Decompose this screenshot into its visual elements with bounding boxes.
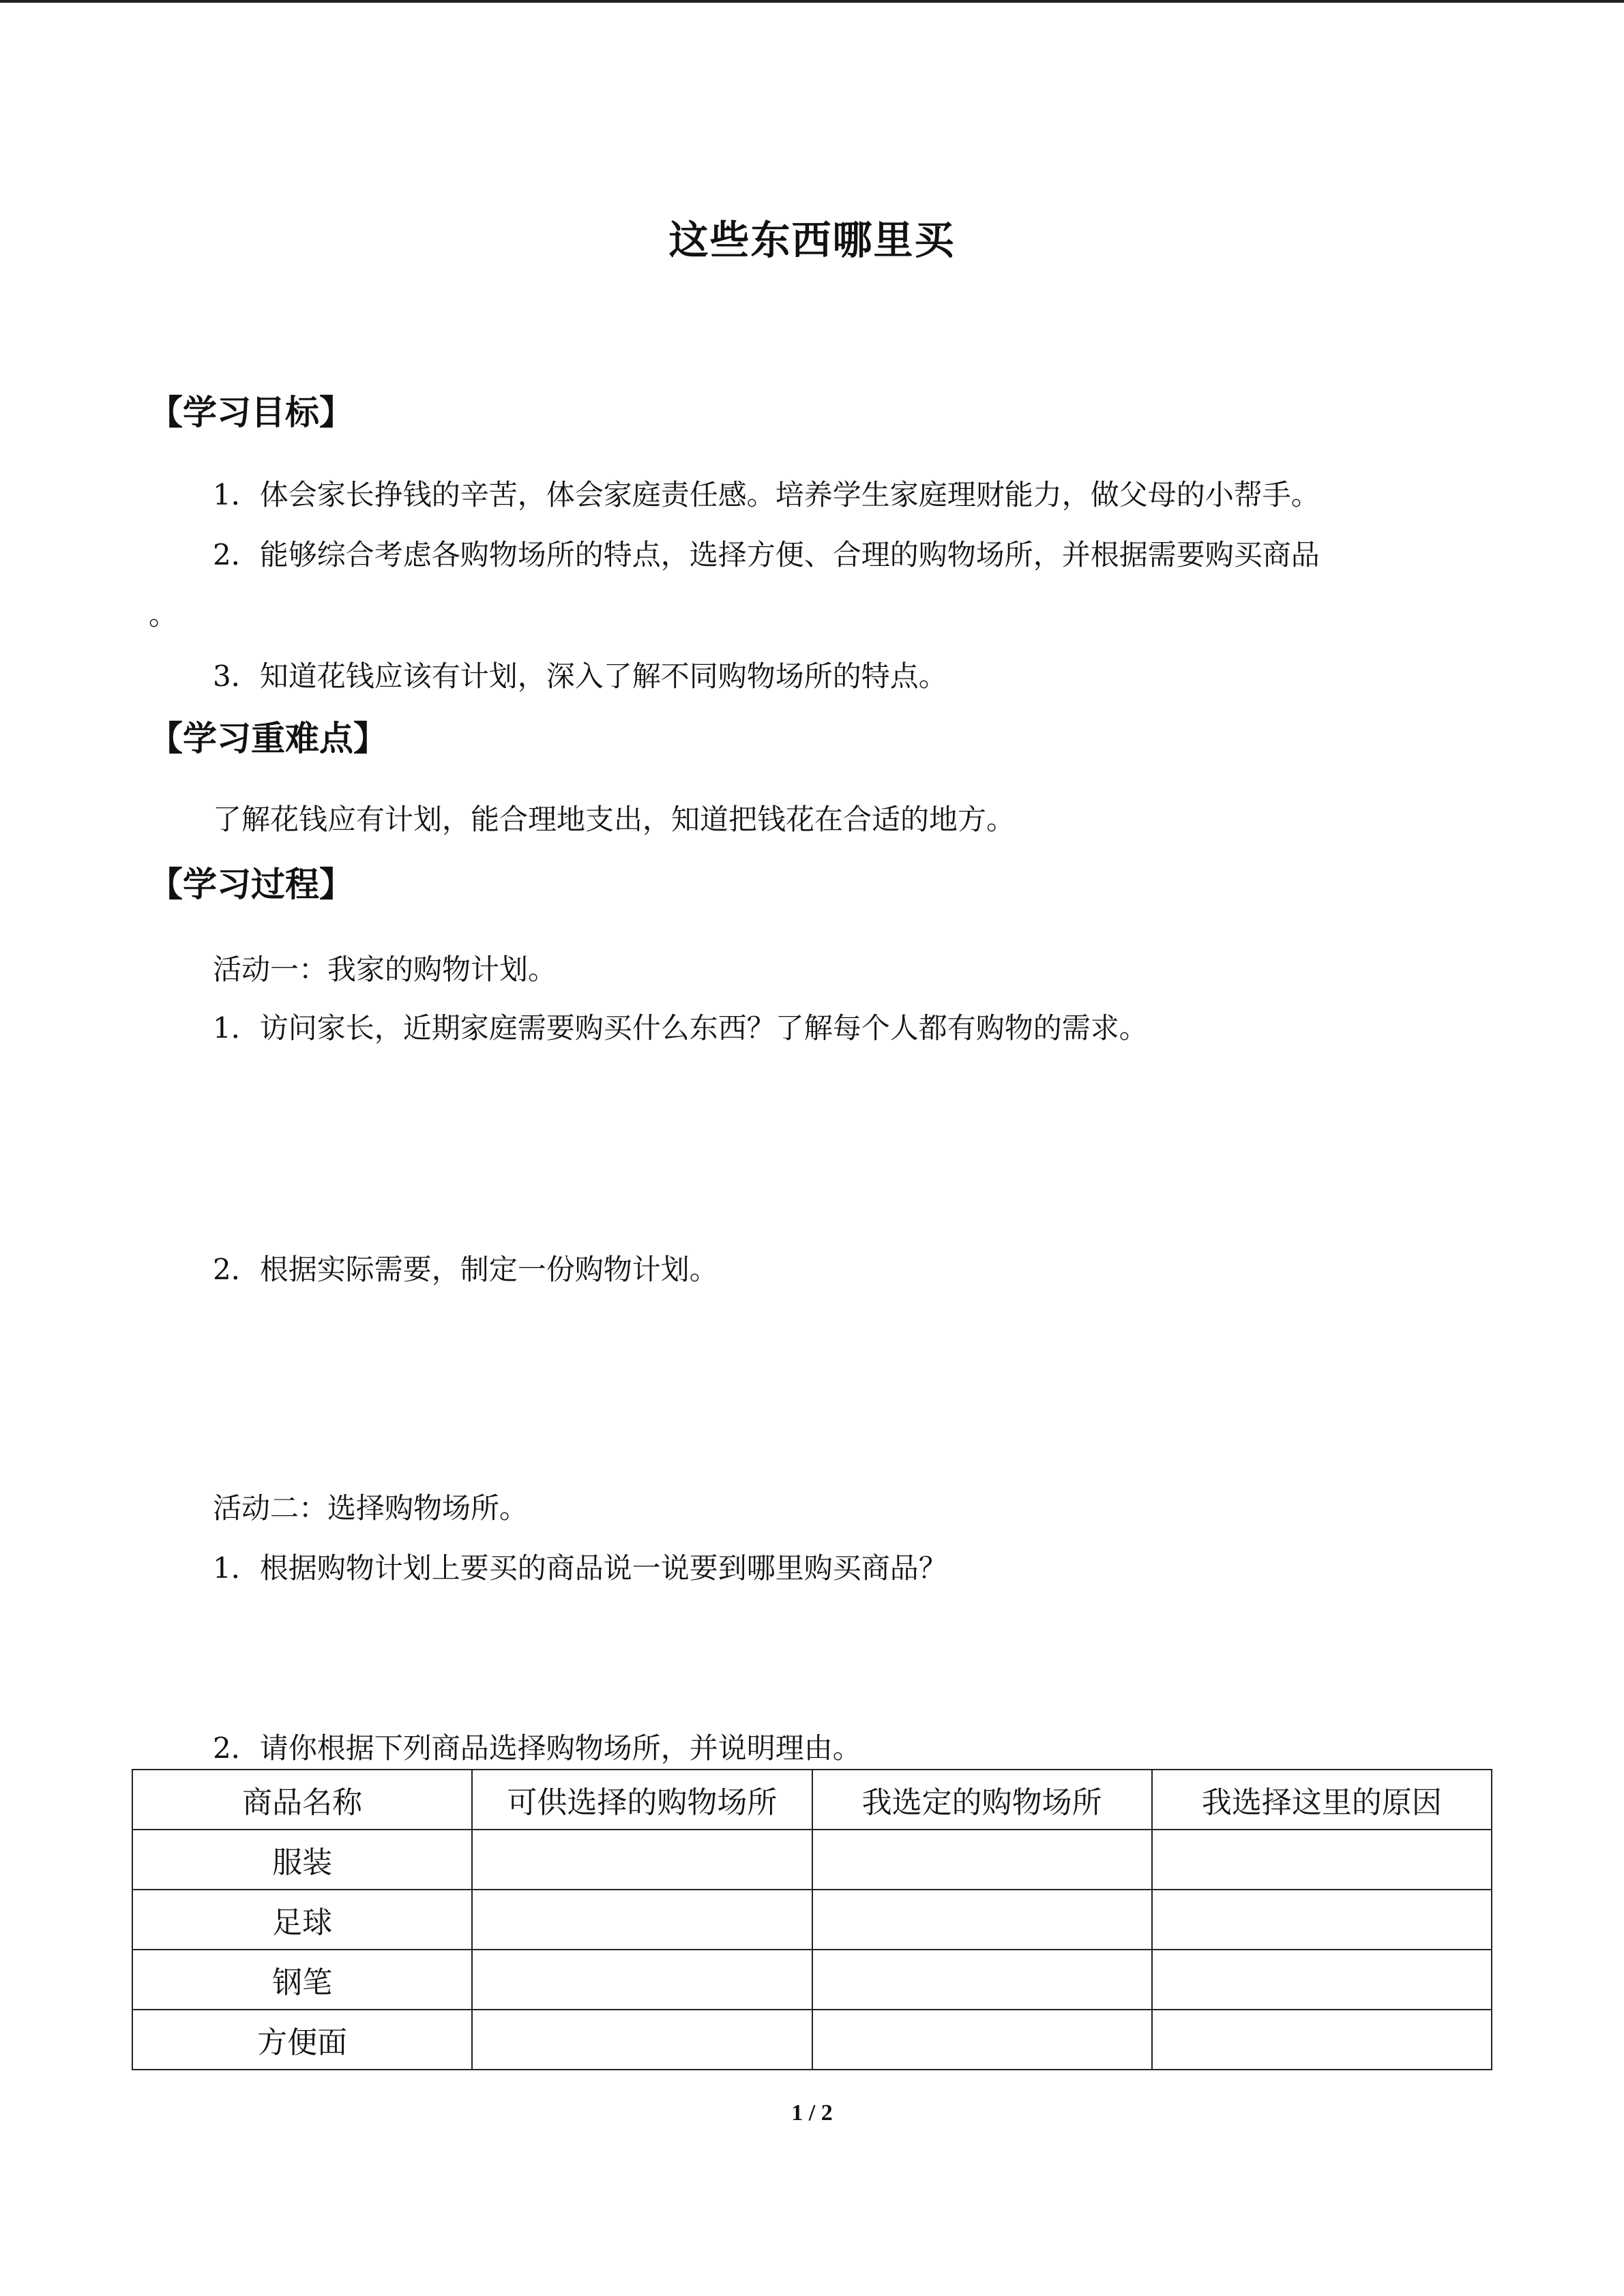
heading-key-points: 【学习重难点】 bbox=[149, 719, 387, 758]
available-places-cell bbox=[472, 1950, 812, 2010]
available-places-cell bbox=[472, 1890, 812, 1950]
reason-cell bbox=[1152, 1890, 1492, 1950]
activity2-question-1: 1．根据购物计划上要买的商品说一说要到哪里购买商品？ bbox=[213, 1551, 947, 1585]
objective-item-3: 3．知道花钱应该有计划，深入了解不同购物场所的特点。 bbox=[213, 659, 947, 693]
item-name-cell: 钢笔 bbox=[132, 1950, 472, 2010]
activity2-question-2: 2．请你根据下列商品选择购物场所，并说明理由。 bbox=[213, 1731, 861, 1765]
chosen-place-cell bbox=[812, 2010, 1152, 2070]
item-name-cell: 方便面 bbox=[132, 2010, 472, 2070]
chosen-place-cell bbox=[812, 1830, 1152, 1890]
available-places-cell bbox=[472, 1830, 812, 1890]
reason-cell bbox=[1152, 1830, 1492, 1890]
objective-item-2-tail: 。 bbox=[149, 598, 178, 631]
activity1-title: 活动一：我家的购物计划。 bbox=[213, 953, 557, 986]
available-places-cell bbox=[472, 2010, 812, 2070]
reason-cell bbox=[1152, 1950, 1492, 2010]
page-number: 1 / 2 bbox=[791, 2100, 833, 2126]
activity1-question-2: 2．根据实际需要，制定一份购物计划。 bbox=[213, 1253, 718, 1286]
table-row bbox=[132, 2010, 1492, 2070]
reason-cell bbox=[1152, 2010, 1492, 2070]
table-row bbox=[132, 1830, 1492, 1890]
item-name-cell: 足球 bbox=[132, 1890, 472, 1950]
key-points-text: 了解花钱应有计划，能合理地支出，知道把钱花在合适的地方。 bbox=[213, 803, 1016, 836]
chosen-place-cell bbox=[812, 1890, 1152, 1950]
heading-objectives: 【学习目标】 bbox=[149, 393, 353, 432]
objective-item-1: 1．体会家长挣钱的辛苦，体会家庭责任感。培养学生家庭理财能力，做父母的小帮手。 bbox=[213, 478, 1320, 511]
item-name-cell: 服装 bbox=[132, 1830, 472, 1890]
heading-process: 【学习过程】 bbox=[149, 865, 353, 904]
table-header-row bbox=[132, 1770, 1492, 1830]
objective-item-2: 2．能够综合考虑各购物场所的特点，选择方便、合理的购物场所，并根据需要购买商品 bbox=[213, 538, 1320, 571]
shopping-place-table bbox=[132, 1769, 1492, 2070]
table-header-cell: 我选定的购物场所 bbox=[812, 1770, 1152, 1830]
table-row bbox=[132, 1890, 1492, 1950]
chosen-place-cell bbox=[812, 1950, 1152, 2010]
activity2-title: 活动二：选择购物场所。 bbox=[213, 1491, 529, 1525]
document-title: 这些东西哪里买 bbox=[668, 217, 956, 263]
table-row bbox=[132, 1950, 1492, 2010]
table-header-cell: 可供选择的购物场所 bbox=[472, 1770, 812, 1830]
table-header-cell: 我选择这里的原因 bbox=[1152, 1770, 1492, 1830]
top-border-line bbox=[0, 0, 1624, 3]
table-header-cell: 商品名称 bbox=[132, 1770, 472, 1830]
activity1-question-1: 1．访问家长，近期家庭需要购买什么东西？了解每个人都有购物的需求。 bbox=[213, 1011, 1148, 1045]
